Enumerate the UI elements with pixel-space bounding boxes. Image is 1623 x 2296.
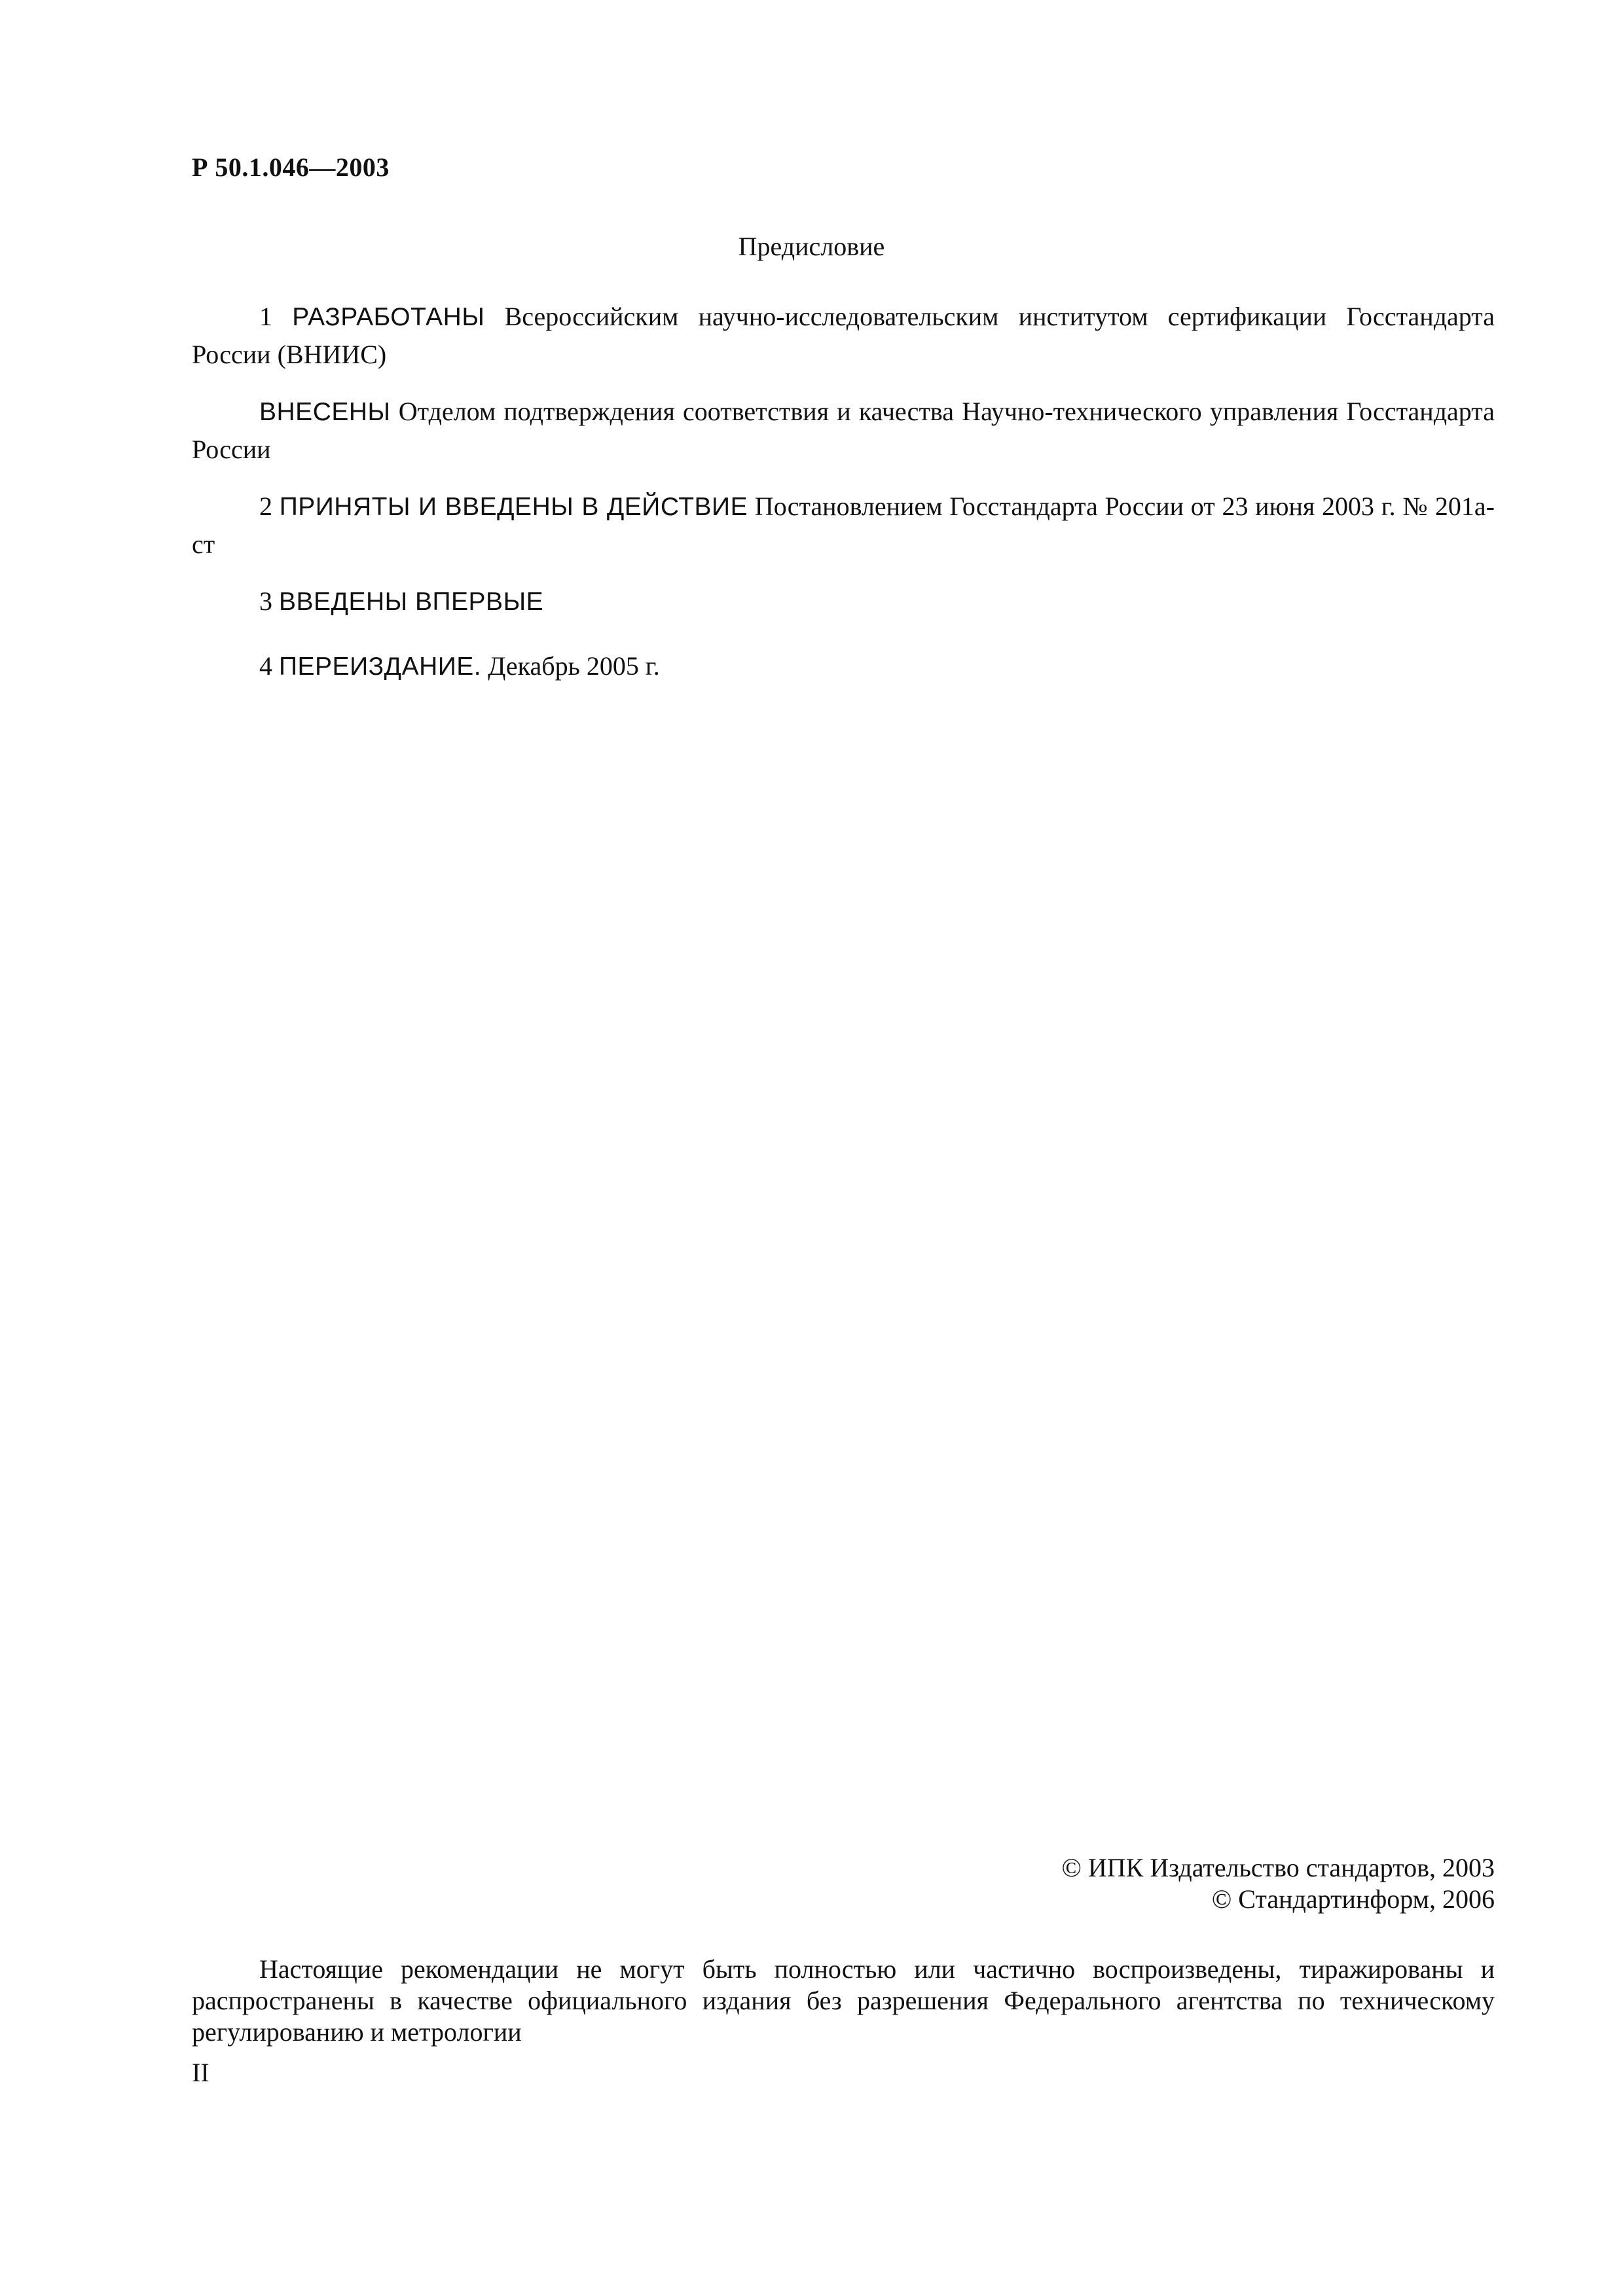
copyright-line-2: © Стандартинформ, 2006 bbox=[1211, 1884, 1495, 1914]
foreword-item-3 bbox=[192, 583, 1495, 620]
item-number: 4 bbox=[259, 651, 279, 681]
foreword-title: Предисловие bbox=[738, 232, 885, 261]
item-keyword: ВВЕДЕНЫ ВПЕРВЫЕ bbox=[279, 588, 544, 616]
reproduction-notice: Настоящие рекомендации не могут быть полностью или частично воспроизведены, тиражированы и распространены в качестве официального издания без разрешения Федерального агентства по техническому регулированию и метрологии bbox=[192, 1954, 1495, 2047]
item-text: Всероссийским научно-исследовательским институтом сертификации Госстандарта России (ВНИИС) bbox=[192, 302, 1495, 369]
item-keyword: ПЕРЕИЗДАНИЕ. bbox=[279, 653, 482, 681]
item-number: 2 bbox=[259, 492, 280, 521]
foreword-item-introduced bbox=[192, 393, 1495, 468]
item-keyword: ПРИНЯТЫ И ВВЕДЕНЫ В ДЕЙСТВИЕ bbox=[279, 493, 748, 521]
item-number: 1 bbox=[259, 302, 293, 331]
foreword-item-1 bbox=[192, 298, 1495, 373]
copyright-line-1: © ИПК Издательство стандартов, 2003 bbox=[1061, 1853, 1495, 1882]
item-text: Постановлением Госстандарта России от 23 июня 2003 г. № 201а-ст bbox=[192, 492, 1495, 559]
foreword-item-4 bbox=[192, 647, 1495, 685]
page-number: II bbox=[192, 2058, 210, 2087]
item-text: Декабрь 2005 г. bbox=[481, 651, 660, 681]
item-keyword: ВНЕСЕНЫ bbox=[259, 398, 391, 426]
item-keyword: РАЗРАБОТАНЫ bbox=[292, 303, 485, 331]
item-text: Отделом подтверждения соответствия и качества Научно-технического управления Госстандарта России bbox=[192, 397, 1495, 464]
item-number: 3 bbox=[259, 586, 279, 616]
copyright-block bbox=[1062, 1852, 1495, 1915]
document-code: Р 50.1.046—2003 bbox=[192, 152, 390, 182]
foreword-item-2 bbox=[192, 488, 1495, 563]
